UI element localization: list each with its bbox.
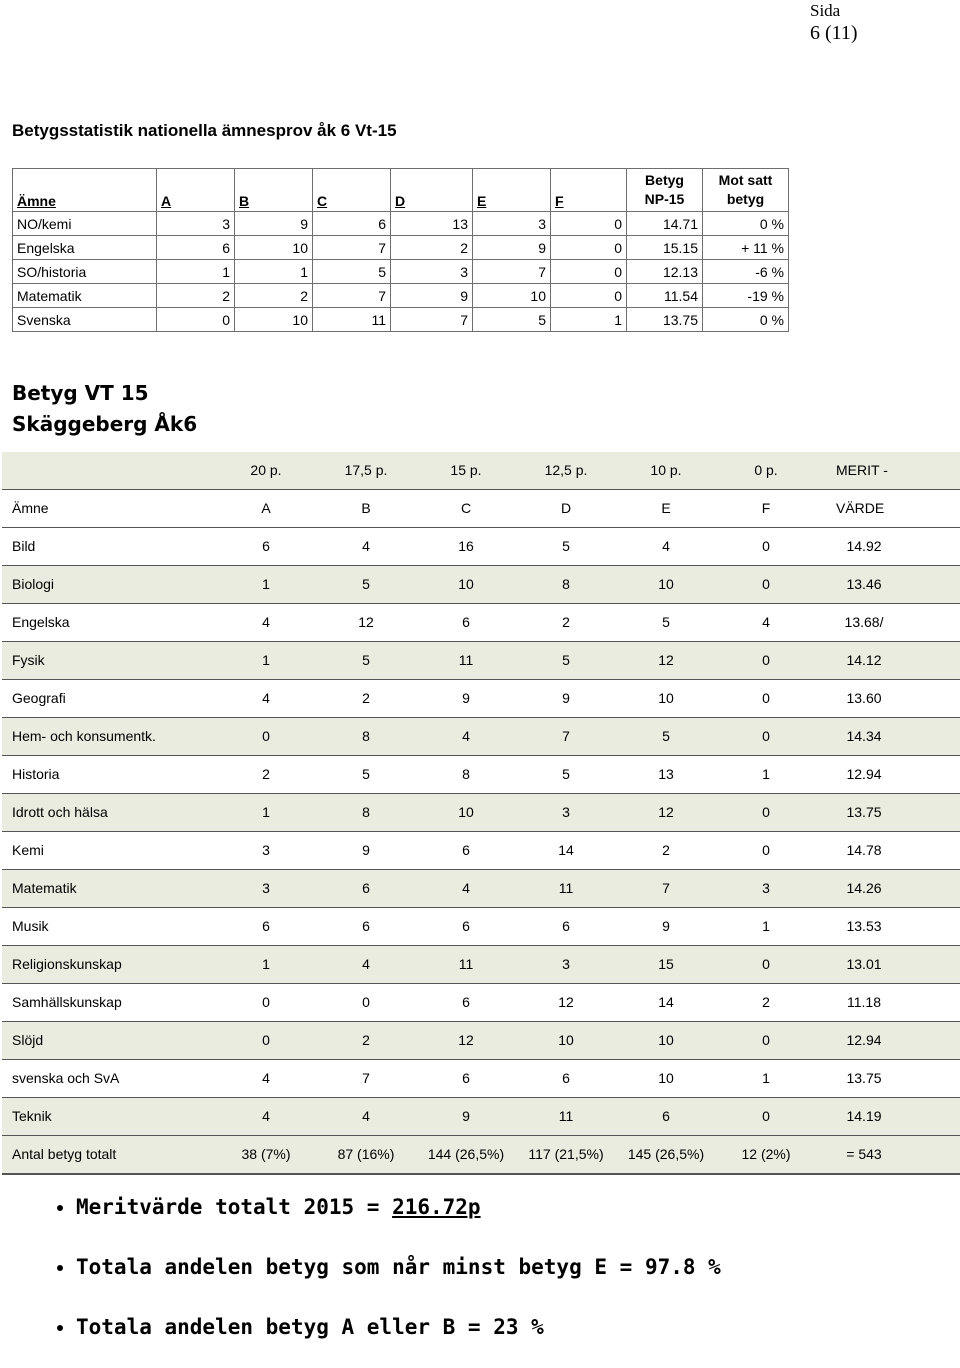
cell-grade-c: 144 (26,5%): [427, 1146, 505, 1162]
cell-f: 0: [551, 236, 627, 260]
cell-grade-a: 1: [262, 956, 270, 972]
table-row: [2, 756, 960, 793]
cell-grade-f: 0 p.: [754, 462, 778, 478]
cell-betyg-np: 11.54: [627, 284, 703, 308]
cell-grade-e: 9: [662, 918, 670, 934]
cell-grade-e: 7: [662, 880, 670, 896]
cell-grade-a: 0: [262, 994, 270, 1010]
summary-list: [36, 1188, 721, 1368]
cell-grade-b: 8: [362, 804, 370, 820]
table-row: [2, 642, 960, 679]
cell-grade-d: 6: [562, 1070, 570, 1086]
header-a: A: [157, 169, 235, 212]
cell-grade-d: 9: [562, 690, 570, 706]
cell-mot-satt: -19 %: [703, 284, 789, 308]
points-row: [2, 452, 960, 489]
header-d: D: [391, 169, 473, 212]
cell-merit: 12.94: [846, 1032, 882, 1048]
cell-subject: Musik: [12, 918, 49, 934]
cell-merit: = 543: [846, 1146, 882, 1162]
cell-subject: svenska och SvA: [12, 1070, 120, 1086]
cell-grade-f: 1: [762, 918, 770, 934]
table-bottom-border: [2, 1173, 960, 1175]
cell-grade-f: 3: [762, 880, 770, 896]
cell-betyg-np: 15.15: [627, 236, 703, 260]
table-row: [2, 1098, 960, 1135]
cell-grade-b: 4: [362, 956, 370, 972]
cell-subject: Hem- och konsumentk.: [12, 728, 156, 744]
cell-subject: Religionskunskap: [12, 956, 122, 972]
cell-a: 2: [157, 284, 235, 308]
cell-grade-c: 6: [462, 1070, 470, 1086]
header-mot-satt-betyg: Mot satt betyg: [703, 169, 789, 212]
cell-grade-f: F: [761, 500, 771, 516]
table-row: [2, 870, 960, 907]
cell-a: 6: [157, 236, 235, 260]
header-f: F: [551, 169, 627, 212]
cell-grade-a: 0: [262, 1032, 270, 1048]
cell-grade-e: 12: [658, 804, 674, 820]
cell-betyg-np: 13.75: [627, 308, 703, 332]
cell-grade-c: 6: [462, 994, 470, 1010]
cell-grade-d: 5: [562, 652, 570, 668]
cell-grade-b: 7: [362, 1070, 370, 1086]
cell-b: 2: [235, 284, 313, 308]
cell-e: 10: [473, 284, 551, 308]
cell-grade-f: 0: [762, 690, 770, 706]
cell-subject: Ämne: [12, 500, 49, 516]
summary-merit: [76, 1188, 721, 1248]
table-row: [2, 528, 960, 565]
cell-merit: 12.94: [846, 766, 882, 782]
cell-grade-f: 0: [762, 842, 770, 858]
np-statistics-table: [12, 168, 789, 332]
grades-table: [2, 452, 960, 1175]
cell-grade-d: 10: [558, 1032, 574, 1048]
cell-grade-f: 1: [762, 1070, 770, 1086]
cell-grade-c: 11: [458, 652, 474, 668]
cell-merit: 14.34: [846, 728, 882, 744]
page-count: 6 (11): [810, 22, 858, 44]
cell-grade-c: 6: [462, 918, 470, 934]
cell-grade-d: 7: [562, 728, 570, 744]
cell-c: 7: [313, 236, 391, 260]
cell-grade-f: 4: [762, 614, 770, 630]
cell-grade-d: 11: [558, 880, 574, 896]
cell-grade-c: 10: [458, 576, 474, 592]
cell-merit: 14.78: [846, 842, 882, 858]
cell-merit: 13.60: [846, 690, 882, 706]
table-row: [2, 908, 960, 945]
cell-f: 0: [551, 212, 627, 236]
cell-subject: Teknik: [12, 1108, 52, 1124]
cell-e: 3: [473, 212, 551, 236]
cell-grade-f: 0: [762, 652, 770, 668]
cell-b: 10: [235, 236, 313, 260]
cell-subject: Kemi: [12, 842, 44, 858]
cell-c: 7: [313, 284, 391, 308]
cell-f: 0: [551, 284, 627, 308]
cell-c: 6: [313, 212, 391, 236]
cell-grade-c: 6: [462, 614, 470, 630]
cell-mot-satt: -6 %: [703, 260, 789, 284]
cell-grade-c: 16: [458, 538, 474, 554]
cell-e: 5: [473, 308, 551, 332]
total-row: [2, 1136, 960, 1173]
table-row: [13, 308, 789, 332]
cell-grade-e: 10: [658, 576, 674, 592]
cell-a: 3: [157, 212, 235, 236]
cell-merit: 13.46: [846, 576, 882, 592]
cell-grade-b: 6: [362, 918, 370, 934]
cell-grade-f: 0: [762, 804, 770, 820]
cell-grade-c: 11: [458, 956, 474, 972]
cell-grade-f: 0: [762, 576, 770, 592]
cell-grade-c: 15 p.: [450, 462, 482, 478]
cell-grade-a: 4: [262, 1070, 270, 1086]
cell-grade-b: 6: [362, 880, 370, 896]
cell-subject: Fysik: [12, 652, 45, 668]
cell-grade-b: 2: [362, 1032, 370, 1048]
cell-subject: Slöjd: [12, 1032, 44, 1048]
cell-merit: 13.53: [846, 918, 882, 934]
cell-grade-f: 0: [762, 1032, 770, 1048]
cell-grade-a: 20 p.: [250, 462, 282, 478]
cell-grade-b: 87 (16%): [337, 1146, 395, 1162]
cell-grade-e: 15: [658, 956, 674, 972]
cell-grade-f: 0: [762, 728, 770, 744]
cell-grade-e: 10: [658, 690, 674, 706]
cell-grade-e: 145 (26,5%): [627, 1146, 705, 1162]
cell-grade-b: 2: [362, 690, 370, 706]
cell-grade-f: 0: [762, 538, 770, 554]
cell-mot-satt: + 11 %: [703, 236, 789, 260]
cell-grade-a: 4: [262, 614, 270, 630]
cell-grade-a: 3: [262, 842, 270, 858]
cell-grade-c: 4: [462, 728, 470, 744]
cell-grade-f: 12 (2%): [741, 1146, 791, 1162]
cell-betyg-np: 14.71: [627, 212, 703, 236]
cell-merit: VÄRDE: [836, 500, 885, 516]
cell-grade-d: 2: [562, 614, 570, 630]
cell-grade-e: 6: [662, 1108, 670, 1124]
cell-grade-b: 5: [362, 576, 370, 592]
cell-subject: Matematik: [12, 880, 77, 896]
cell-grade-e: 2: [662, 842, 670, 858]
cell-grade-d: 8: [562, 576, 570, 592]
cell-grade-e: 5: [662, 728, 670, 744]
header-subject: Ämne: [13, 169, 157, 212]
cell-d: 9: [391, 284, 473, 308]
cell-merit: 14.26: [846, 880, 882, 896]
cell-grade-b: 4: [362, 1108, 370, 1124]
cell-betyg-np: 12.13: [627, 260, 703, 284]
cell-e: 9: [473, 236, 551, 260]
np-table-header-row: [13, 169, 789, 212]
cell-grade-f: 1: [762, 766, 770, 782]
cell-b: 10: [235, 308, 313, 332]
cell-d: 13: [391, 212, 473, 236]
cell-d: 3: [391, 260, 473, 284]
table-row: [2, 832, 960, 869]
summary-a-or-b: • Totala andelen betyg A eller B = 23 %: [76, 1308, 721, 1368]
cell-c: 5: [313, 260, 391, 284]
cell-grade-a: 6: [262, 538, 270, 554]
cell-grade-b: 8: [362, 728, 370, 744]
cell-grade-b: 5: [362, 766, 370, 782]
cell-grade-e: 10: [658, 1070, 674, 1086]
cell-grade-f: 0: [762, 1108, 770, 1124]
header-b: B: [235, 169, 313, 212]
cell-subject: NO/kemi: [13, 212, 157, 236]
cell-grade-b: 4: [362, 538, 370, 554]
cell-grade-a: 4: [262, 1108, 270, 1124]
cell-grade-b: 9: [362, 842, 370, 858]
cell-grade-d: 3: [562, 956, 570, 972]
cell-grade-e: 4: [662, 538, 670, 554]
cell-grade-a: 4: [262, 690, 270, 706]
cell-merit: 13.01: [846, 956, 882, 972]
cell-subject: Bild: [12, 538, 36, 554]
table-row: [13, 260, 789, 284]
cell-grade-a: 1: [262, 652, 270, 668]
cell-grade-e: 10: [658, 1032, 674, 1048]
cell-grade-c: 4: [462, 880, 470, 896]
cell-merit: 11.18: [847, 994, 881, 1010]
cell-grade-c: C: [460, 500, 472, 516]
cell-c: 11: [313, 308, 391, 332]
cell-grade-f: 0: [762, 956, 770, 972]
cell-grade-a: 38 (7%): [241, 1146, 291, 1162]
header-row: [2, 490, 960, 527]
cell-grade-d: 14: [558, 842, 574, 858]
cell-merit: 14.92: [846, 538, 882, 554]
table-row: [2, 794, 960, 831]
cell-e: 7: [473, 260, 551, 284]
cell-grade-a: 3: [262, 880, 270, 896]
cell-subject: SO/historia: [13, 260, 157, 284]
cell-grade-e: 10 p.: [650, 462, 682, 478]
header-betyg-np: Betyg NP-15: [627, 169, 703, 212]
cell-merit: 13.75: [846, 804, 882, 820]
cell-b: 1: [235, 260, 313, 284]
cell-grade-e: E: [661, 500, 671, 516]
cell-grade-b: 17,5 p.: [344, 462, 388, 478]
cell-grade-e: 5: [662, 614, 670, 630]
cell-grade-b: 0: [362, 994, 370, 1010]
cell-grade-e: 14: [658, 994, 674, 1010]
cell-d: 7: [391, 308, 473, 332]
cell-subject: Matematik: [13, 284, 157, 308]
cell-grade-c: 10: [458, 804, 474, 820]
cell-grade-a: 0: [262, 728, 270, 744]
table-row: [2, 718, 960, 755]
cell-grade-d: 3: [562, 804, 570, 820]
cell-f: 1: [551, 308, 627, 332]
table-row: [2, 566, 960, 603]
cell-grade-d: 11: [558, 1108, 574, 1124]
cell-grade-b: 12: [358, 614, 374, 630]
cell-grade-e: 13: [658, 766, 674, 782]
header-c: C: [313, 169, 391, 212]
table-row: [2, 680, 960, 717]
section2-title: [12, 378, 197, 440]
section1-title: Betygsstatistik nationella ämnesprov åk 6 Vt-15: [12, 121, 397, 140]
page-number: [810, 0, 858, 45]
table-row: [13, 212, 789, 236]
summary-merit-value: 216.72p: [392, 1195, 481, 1219]
cell-mot-satt: 0 %: [703, 212, 789, 236]
cell-grade-a: A: [261, 500, 271, 516]
cell-grade-d: D: [560, 500, 572, 516]
section2-title-line1: Betyg VT 15: [12, 381, 149, 405]
cell-merit: 14.19: [846, 1108, 882, 1124]
cell-grade-c: 6: [462, 842, 470, 858]
cell-d: 2: [391, 236, 473, 260]
table-row: [2, 984, 960, 1021]
cell-subject: Biologi: [12, 576, 55, 592]
cell-grade-b: B: [361, 500, 371, 516]
cell-grade-d: 6: [562, 918, 570, 934]
cell-subject: Engelska: [13, 236, 157, 260]
cell-grade-c: 8: [462, 766, 470, 782]
table-row: [2, 604, 960, 641]
section2-title-line2: Skäggeberg Åk6: [12, 412, 198, 436]
cell-merit: 13.75: [846, 1070, 882, 1086]
cell-grade-c: 12: [458, 1032, 474, 1048]
cell-grade-a: 1: [262, 576, 270, 592]
cell-grade-c: 9: [462, 690, 470, 706]
cell-b: 9: [235, 212, 313, 236]
cell-grade-f: 2: [762, 994, 770, 1010]
cell-grade-e: 12: [658, 652, 674, 668]
cell-subject: Antal betyg totalt: [12, 1146, 117, 1162]
cell-merit: 14.12: [846, 652, 882, 668]
cell-a: 1: [157, 260, 235, 284]
cell-f: 0: [551, 260, 627, 284]
table-row: [2, 1022, 960, 1059]
table-row: [13, 236, 789, 260]
cell-grade-d: 117 (21,5%): [528, 1146, 604, 1162]
cell-subject: Idrott och hälsa: [12, 804, 108, 820]
cell-grade-d: 5: [562, 766, 570, 782]
cell-grade-a: 2: [262, 766, 270, 782]
table-row: [2, 946, 960, 983]
cell-subject: Engelska: [12, 614, 70, 630]
table-row: [2, 1060, 960, 1097]
cell-grade-a: 6: [262, 918, 270, 934]
cell-subject: Geografi: [12, 690, 66, 706]
cell-grade-d: 12,5 p.: [544, 462, 588, 478]
cell-merit: 13.68/: [844, 614, 884, 630]
cell-subject: Svenska: [13, 308, 157, 332]
cell-merit: MERIT -: [836, 462, 888, 478]
cell-subject: Samhällskunskap: [12, 994, 122, 1010]
cell-grade-c: 9: [462, 1108, 470, 1124]
header-e: E: [473, 169, 551, 212]
cell-grade-b: 5: [362, 652, 370, 668]
cell-a: 0: [157, 308, 235, 332]
summary-merit-text: Meritvärde totalt 2015 =: [76, 1195, 393, 1219]
page-label: Sida: [810, 1, 841, 20]
cell-mot-satt: 0 %: [703, 308, 789, 332]
cell-grade-d: 12: [558, 994, 574, 1010]
cell-subject: Historia: [12, 766, 60, 782]
cell-grade-d: 5: [562, 538, 570, 554]
cell-grade-a: 1: [262, 804, 270, 820]
table-row: [13, 284, 789, 308]
summary-min-e: • Totala andelen betyg som når minst betyg E = 97.8 %: [76, 1248, 721, 1308]
